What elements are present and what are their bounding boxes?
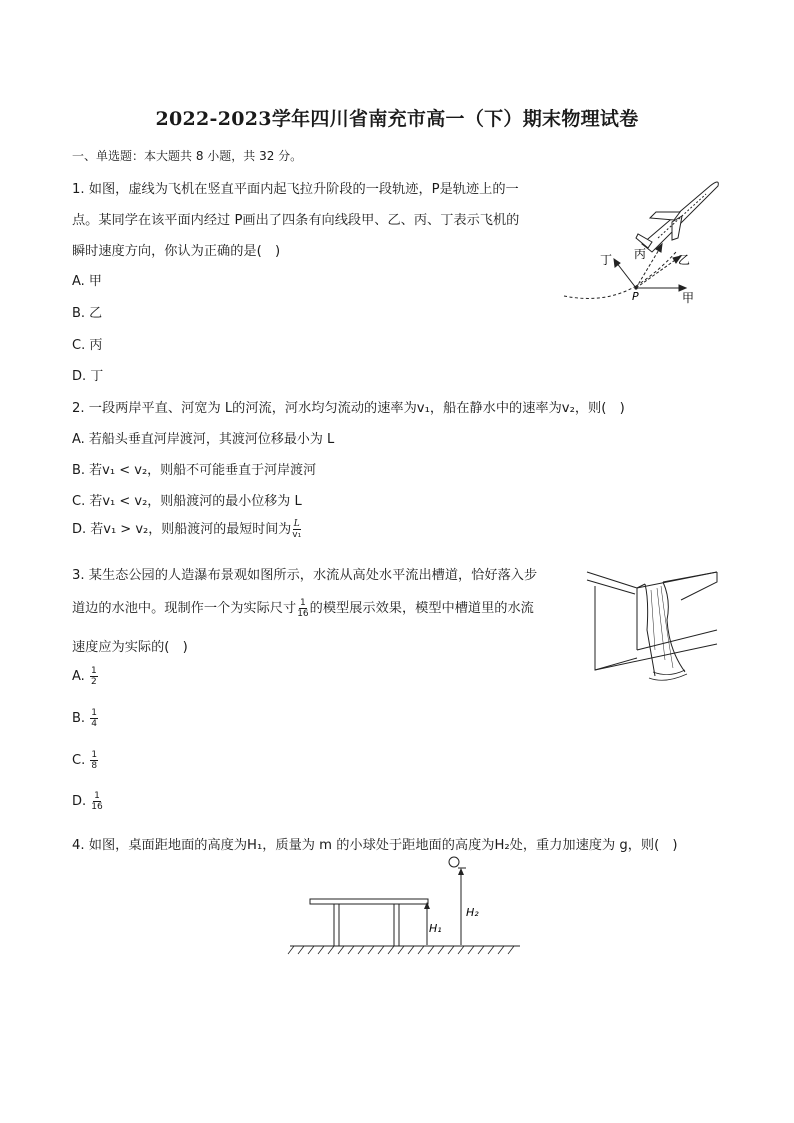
q1-option-a[interactable]: A. 甲 (72, 274, 102, 289)
q2-option-d[interactable] (72, 518, 302, 540)
table-top (310, 899, 428, 904)
q3-option-a[interactable]: A. $\frac{1}{2}$ (72, 666, 97, 687)
label-jia: 甲 (682, 291, 695, 305)
label-yi: 乙 (678, 253, 691, 267)
airplane-icon (636, 182, 718, 252)
q2-option-d-fraction: $\frac{L}{\text{v₁}}$ (292, 519, 302, 540)
q3-option-d[interactable]: D. $\frac{1}{16}$ (72, 791, 103, 812)
label-ding: 丁 (600, 253, 613, 267)
ball (449, 857, 459, 867)
q2-option-c[interactable]: C. 若v₁ < v₂，则船渡河的最小位移为 L (72, 494, 302, 509)
q2-option-a[interactable]: A. 若船头垂直河岸渡河，其渡河位移最小为 L (72, 432, 335, 447)
q2-option-b[interactable]: B. 若v₁ < v₂，则船不可能垂直于河岸渡河 (72, 463, 317, 478)
q3-line-3: 速度应为实际的( ) (72, 640, 188, 655)
label-h1: H₁ (429, 922, 442, 935)
q1-option-d[interactable]: D. 丁 (72, 369, 104, 384)
q1-line-3: 瞬时速度方向，你认为正确的是( ) (72, 244, 281, 259)
q2-option-d-text: D. 若v₁ > v₂，则船渡河的最短时间为 (72, 522, 292, 537)
q3-option-b[interactable]: B. $\frac{1}{4}$ (72, 708, 97, 729)
label-bing: 丙 (634, 247, 647, 261)
label-p: P (632, 290, 639, 303)
q1-option-b[interactable]: B. 乙 (72, 306, 103, 321)
q1-line-2: 点。某同学在该平面内经过 P画出了四条有向线段甲、乙、丙、丁表示飞机的 (72, 213, 520, 228)
label-h2: H₂ (466, 906, 479, 919)
q1-option-c[interactable]: C. 丙 (72, 338, 103, 353)
q1-line-1: 1. 如图，虚线为飞机在竖直平面内起飞拉升阶段的一段轨迹，P是轨迹上的一 (72, 182, 519, 197)
page-title: 2022-2023学年四川省南充市高一（下）期末物理试卷 (155, 108, 639, 130)
q1-airplane-figure (560, 172, 730, 312)
trajectory-dashed-curve (564, 286, 636, 298)
q4-table-ball-figure (286, 852, 526, 956)
q2-stem: 2. 一段两岸平直、河宽为 L的河流，河水均匀流动的速率为v₁，船在静水中的速率为v₂，则( ) (72, 401, 625, 416)
q3-option-c[interactable]: C. $\frac{1}{8}$ (72, 750, 98, 771)
q4-stem: 4. 如图，桌面距地面的高度为H₁，质量为 m 的小球处于距地面的高度为H₂处，重力加速度为 g，则( ) (72, 838, 678, 853)
q3-waterfall-figure (585, 560, 725, 690)
q3-line-2: 道边的水池中。现制作一个为实际尺寸 $\frac{1}{16}$ 的模型展示效果，模型中槽道里的水流 (72, 597, 534, 619)
q3-line-1: 3. 某生态公园的人造瀑布景观如图所示，水流从高处水平流出槽道，恰好落入步 (72, 568, 538, 583)
section-heading: 一、单选题：本大题共 8 小题，共 32 分。 (72, 149, 303, 163)
q3-scale-fraction: $\frac{1}{16}$ (297, 597, 309, 619)
